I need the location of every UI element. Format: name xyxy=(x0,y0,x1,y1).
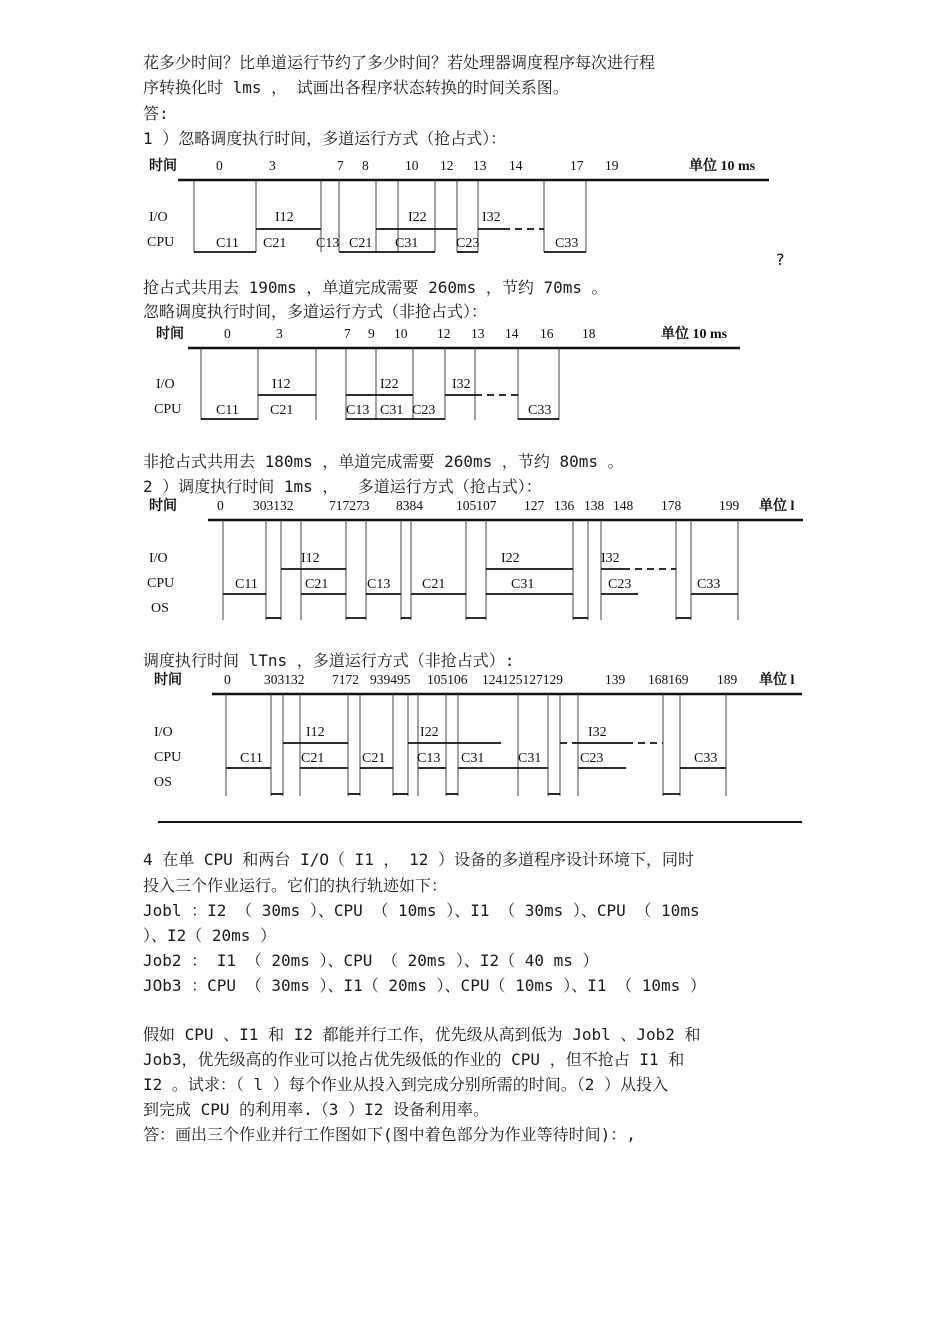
row-label: I/O xyxy=(156,377,175,392)
io-segment: I12 xyxy=(272,377,291,392)
tick-label: 0 xyxy=(224,672,231,687)
cpu-segment: C11 xyxy=(240,751,263,766)
cpu-segment: C13 xyxy=(367,577,391,592)
text-line: 花多少时间？比单道运行节约了多少时间？若处理器调度程序每次进行程 xyxy=(143,53,656,72)
cpu-segment: C31 xyxy=(461,751,485,766)
cpu-segment: C13 xyxy=(417,751,441,766)
unit-label: 单位 10 ms xyxy=(661,327,728,342)
text-line: 到完成 CPU 的利用率.（3 ）I2 设备利用率。 xyxy=(143,1100,489,1119)
text-line: 非抢占式共用去 180ms ，单道完成需要 260ms ，节约 80ms 。 xyxy=(143,452,624,471)
tick-label: 16 xyxy=(540,326,554,341)
question-mark: ? xyxy=(776,250,785,269)
tick-label: 12 xyxy=(437,326,451,341)
tick-label: 7 xyxy=(337,158,344,173)
io-segment: I22 xyxy=(408,210,427,225)
cpu-segment: C11 xyxy=(235,577,258,592)
tick-label: 0 xyxy=(217,498,224,513)
tick-label: 9 xyxy=(368,326,375,341)
row-label: CPU xyxy=(154,402,182,417)
cpu-segment: C31 xyxy=(518,751,542,766)
timing-diagram-3 xyxy=(143,492,808,627)
tick-label: 8384 xyxy=(396,498,423,513)
cpu-segment: C33 xyxy=(555,236,579,251)
text-line: 投入三个作业运行。它们的执行轨迹如下： xyxy=(143,876,448,895)
tick-label: 18 xyxy=(582,326,596,341)
tick-label: 14 xyxy=(505,326,519,341)
row-label: I/O xyxy=(154,725,173,740)
cpu-segment: C21 xyxy=(301,751,325,766)
unit-label: 单位 10 ms xyxy=(689,159,756,174)
row-label: OS xyxy=(151,601,169,616)
cpu-segment: C21 xyxy=(349,236,373,251)
cpu-segment: C21 xyxy=(263,236,287,251)
cpu-segment: C31 xyxy=(380,403,404,418)
tick-label: 939495 xyxy=(370,672,411,687)
tick-label: 303132 xyxy=(253,498,294,513)
cpu-segment: C33 xyxy=(528,403,552,418)
row-label: CPU xyxy=(154,750,182,765)
text-line: 抢占式共用去 190ms ，单道完成需要 260ms ，节约 70ms 。 xyxy=(143,278,608,297)
io-segment: I32 xyxy=(482,210,501,225)
tick-label: 199 xyxy=(719,498,740,513)
tick-label: 17 xyxy=(570,158,584,173)
cpu-segment: C13 xyxy=(316,236,340,251)
tick-label: 139 xyxy=(605,672,626,687)
unit-label: 单位 l xyxy=(759,673,795,688)
tick-label: 12 xyxy=(440,158,454,173)
io-segment: I22 xyxy=(380,377,399,392)
diagram-header: 时间 xyxy=(154,673,182,688)
text-line: 调度执行时间 lTns ，多道运行方式（非抢占式）: xyxy=(143,651,515,670)
text-line: 忽略调度执行时间，多道运行方式（非抢占式）： xyxy=(143,302,488,321)
cpu-segment: C33 xyxy=(694,751,718,766)
tick-label: 3 xyxy=(269,158,276,173)
cpu-segment: C31 xyxy=(511,577,535,592)
text-line: 1 ）忽略调度执行时间，多道运行方式（抢占式）： xyxy=(143,129,507,148)
cpu-segment: C23 xyxy=(580,751,604,766)
io-segment: I12 xyxy=(306,725,325,740)
tick-label: 138 xyxy=(584,498,605,513)
tick-label: 7172 xyxy=(332,672,359,687)
tick-label: 127 xyxy=(524,498,545,513)
cpu-segment: C21 xyxy=(270,403,294,418)
tick-label: 717273 xyxy=(329,498,370,513)
tick-label: 8 xyxy=(362,158,369,173)
text-line: Jobl ：I2 （ 30ms ）、CPU （ 10ms ）、I1 （ 30ms ）、CPU （ 10ms xyxy=(143,901,700,920)
row-label: I/O xyxy=(149,210,168,225)
cpu-segment: C21 xyxy=(422,577,446,592)
tick-label: 303132 xyxy=(264,672,305,687)
text-line: JOb3 ：CPU （ 30ms ）、I1（ 20ms ）、CPU（ 10ms ）、I1 （ 10ms ） xyxy=(143,976,706,995)
text-line: 2 ）调度执行时间 1ms ， 多道运行方式（抢占式）： xyxy=(143,477,542,496)
row-label: CPU xyxy=(147,235,175,250)
io-segment: I32 xyxy=(601,551,620,566)
row-label: I/O xyxy=(149,551,168,566)
tick-label: 14 xyxy=(509,158,523,173)
tick-label: 3 xyxy=(276,326,283,341)
io-segment: I12 xyxy=(301,551,320,566)
tick-label: 105107 xyxy=(456,498,497,513)
row-label: OS xyxy=(154,775,172,790)
tick-label: 10 xyxy=(394,326,408,341)
cpu-segment: C23 xyxy=(412,403,436,418)
cpu-segment: C13 xyxy=(346,403,370,418)
cpu-segment: C21 xyxy=(362,751,386,766)
text-line: ）、I2（ 20ms ） xyxy=(143,926,277,945)
text-line: 答: xyxy=(143,104,169,123)
cpu-segment: C11 xyxy=(216,403,239,418)
tick-label: 13 xyxy=(473,158,487,173)
io-segment: I32 xyxy=(452,377,471,392)
io-segment: I12 xyxy=(275,210,294,225)
cpu-segment: C23 xyxy=(608,577,632,592)
cpu-segment: C31 xyxy=(395,236,419,251)
diagram-header: 时间 xyxy=(149,499,177,514)
cpu-segment: C21 xyxy=(305,577,329,592)
tick-label: 178 xyxy=(661,498,682,513)
tick-label: 13 xyxy=(471,326,485,341)
timing-diagram-4 xyxy=(150,666,806,836)
io-segment: I22 xyxy=(420,725,439,740)
timing-diagram-2 xyxy=(150,320,750,430)
tick-label: 0 xyxy=(216,158,223,173)
tick-label: 136 xyxy=(554,498,575,513)
text-line: 序转换化时 lms ， 试画出各程序状态转换的时间关系图。 xyxy=(143,78,569,97)
text-line: Job2 ： I1 （ 20ms ）、CPU （ 20ms ）、I2（ 40 ms ） xyxy=(143,951,599,970)
tick-label: 148 xyxy=(613,498,634,513)
tick-label: 7 xyxy=(344,326,351,341)
timing-diagram-1 xyxy=(143,152,783,262)
cpu-segment: C11 xyxy=(216,236,239,251)
cpu-segment: C23 xyxy=(456,236,480,251)
tick-label: 168169 xyxy=(648,672,689,687)
unit-label: 单位 l xyxy=(759,499,795,514)
tick-label: 124125127129 xyxy=(482,672,563,687)
text-line: 答：画出三个作业并行工作图如下(图中着色部分为作业等待时间)：, xyxy=(143,1125,636,1144)
io-segment: I22 xyxy=(501,551,520,566)
cpu-segment: C33 xyxy=(697,577,721,592)
tick-label: 0 xyxy=(224,326,231,341)
row-label: CPU xyxy=(147,576,175,591)
tick-label: 10 xyxy=(405,158,419,173)
tick-label: 105106 xyxy=(427,672,468,687)
text-line: 4 在单 CPU 和两台 I/O（ I1 ， 12 ）设备的多道程序设计环境下，同时 xyxy=(143,850,695,869)
tick-label: 19 xyxy=(605,158,619,173)
diagram-header: 时间 xyxy=(156,327,184,342)
io-segment: I32 xyxy=(588,725,607,740)
text-line: 假如 CPU 、I1 和 I2 都能并行工作，优先级从高到低为 Jobl 、Job2 和 xyxy=(143,1025,701,1044)
text-line: Job3，优先级高的作业可以抢占优先级低的作业的 CPU ，但不抢占 I1 和 xyxy=(143,1050,685,1069)
diagram-header: 时间 xyxy=(149,159,177,174)
text-line: I2 。试求：（ l ）每个作业从投入到完成分别所需的时间。（2 ）从投入 xyxy=(143,1075,669,1094)
tick-label: 189 xyxy=(717,672,738,687)
